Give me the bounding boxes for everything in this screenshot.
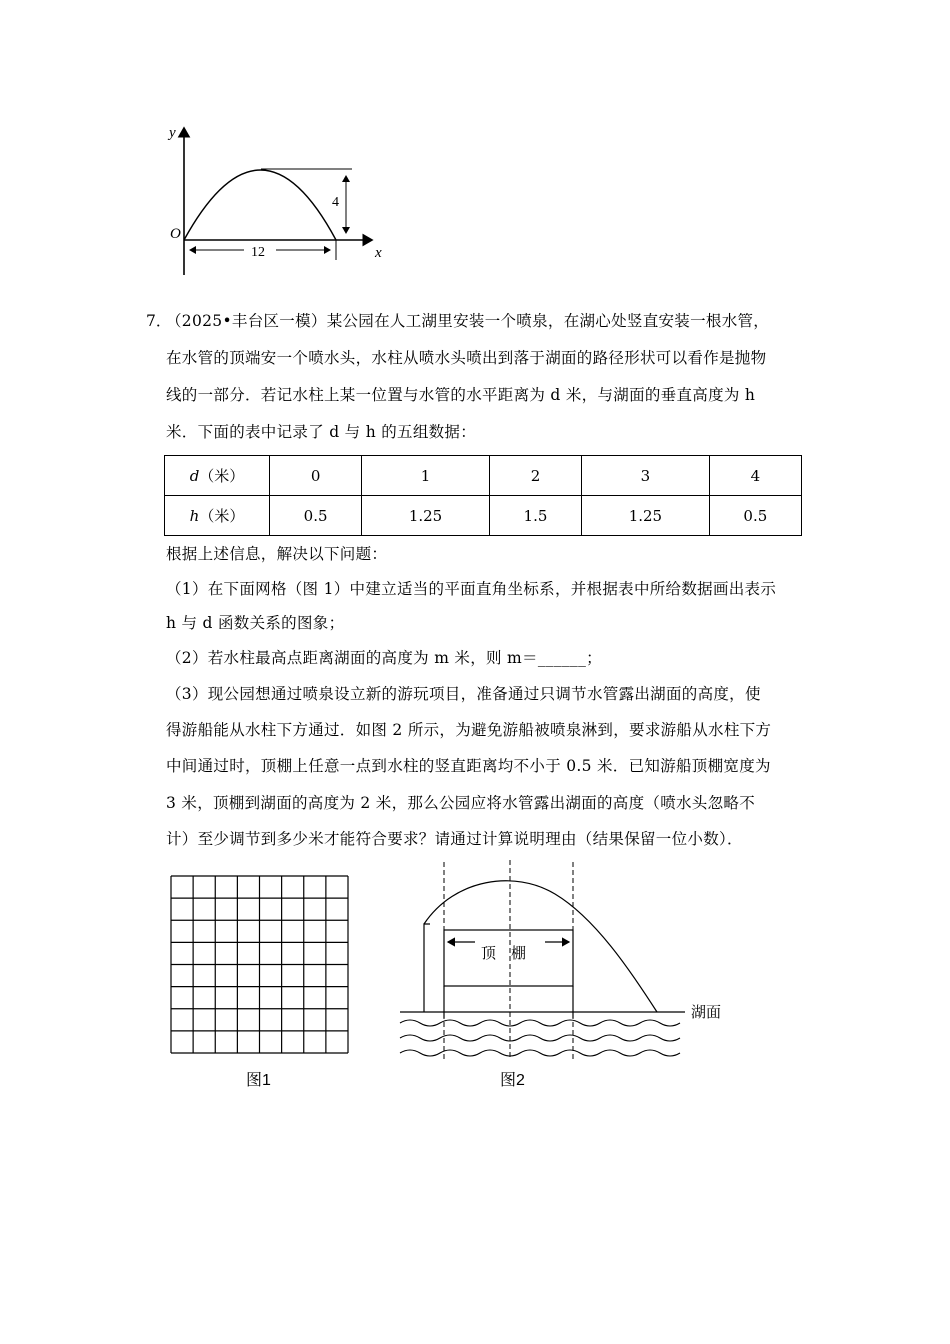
height-value-label: 4 <box>332 195 339 210</box>
question-line-3: 线的一部分．若记水柱上某一位置与水管的水平距离为 d 米，与湖面的垂直高度为 h <box>166 386 756 404</box>
lake-label: 湖面 <box>691 1004 722 1021</box>
after-line-4: （2）若水柱最高点距离湖面的高度为 m 米，则 m＝______； <box>166 649 602 667</box>
table-cell: 1.25 <box>582 496 710 536</box>
table-cell: 1 <box>362 456 490 496</box>
width-value-label: 12 <box>251 245 265 260</box>
table-row-d <box>165 456 802 496</box>
after-line-6: 得游船能从水柱下方通过．如图 2 所示，为避免游船被喷泉淋到，要求游船从水柱下方 <box>166 721 772 739</box>
row-header-d: d（米） <box>165 456 270 496</box>
parabola-curve <box>184 170 336 240</box>
table-cell: 4 <box>709 456 801 496</box>
canopy-label: 顶 棚 <box>481 945 527 962</box>
after-line-9: 计）至少调节到多少米才能符合要求？请通过计算说明理由（结果保留一位小数）． <box>166 830 743 848</box>
table-cell: 1.25 <box>362 496 490 536</box>
after-line-3: h 与 d 函数关系的图象； <box>166 614 345 632</box>
wave-3 <box>400 1050 680 1056</box>
table-row-h <box>165 496 802 536</box>
after-line-1: 根据上述信息，解决以下问题： <box>166 545 388 563</box>
table-cell: 0.5 <box>709 496 801 536</box>
table-cell: 0 <box>270 456 362 496</box>
fountain-water-arc <box>424 881 657 1012</box>
after-line-5: （3）现公园想通过喷泉设立新的游玩项目，准备通过只调节水管露出湖面的高度，使 <box>166 685 761 703</box>
wave-2 <box>400 1035 680 1041</box>
figure2-diagram <box>395 860 725 1080</box>
top-parabola-graph <box>0 0 950 300</box>
origin-label: O <box>170 226 181 242</box>
y-axis-label: y <box>169 125 176 141</box>
question-line-2: 在水管的顶端安一个喷水头，水柱从喷水头喷出到落于湖面的路径形状可以看作是抛物 <box>166 349 767 367</box>
data-table <box>164 455 802 536</box>
water-pipe <box>424 924 430 1012</box>
figure1-caption: 图1 <box>246 1072 271 1089</box>
row-header-h: h（米） <box>165 496 270 536</box>
after-line-7: 中间通过时，顶棚上任意一点到水柱的竖直距离均不小于 0.5 米．已知游船顶棚宽度为 <box>166 757 771 775</box>
x-axis-label: x <box>375 245 382 261</box>
question-line-4: 米．下面的表中记录了 d 与 h 的五组数据： <box>166 423 477 441</box>
question-line-1: （2025•丰台区一模）某公园在人工湖里安装一个喷泉，在湖心处竖直安装一根水管， <box>166 312 770 330</box>
table-cell: 1.5 <box>489 496 581 536</box>
after-line-2: （1）在下面网格（图 1）中建立适当的平面直角坐标系，并根据表中所给数据画出表示 <box>166 580 777 598</box>
wave-1 <box>400 1020 680 1026</box>
question-number: 7． <box>146 312 172 330</box>
figure1-grid <box>170 875 350 1055</box>
after-line-8: 3 米，顶棚到湖面的高度为 2 米，那么公园应将水管露出湖面的高度（喷水头忽略不 <box>166 794 756 812</box>
table-cell: 2 <box>489 456 581 496</box>
figure2-caption: 图2 <box>500 1072 525 1089</box>
table-cell: 0.5 <box>270 496 362 536</box>
table-cell: 3 <box>582 456 710 496</box>
